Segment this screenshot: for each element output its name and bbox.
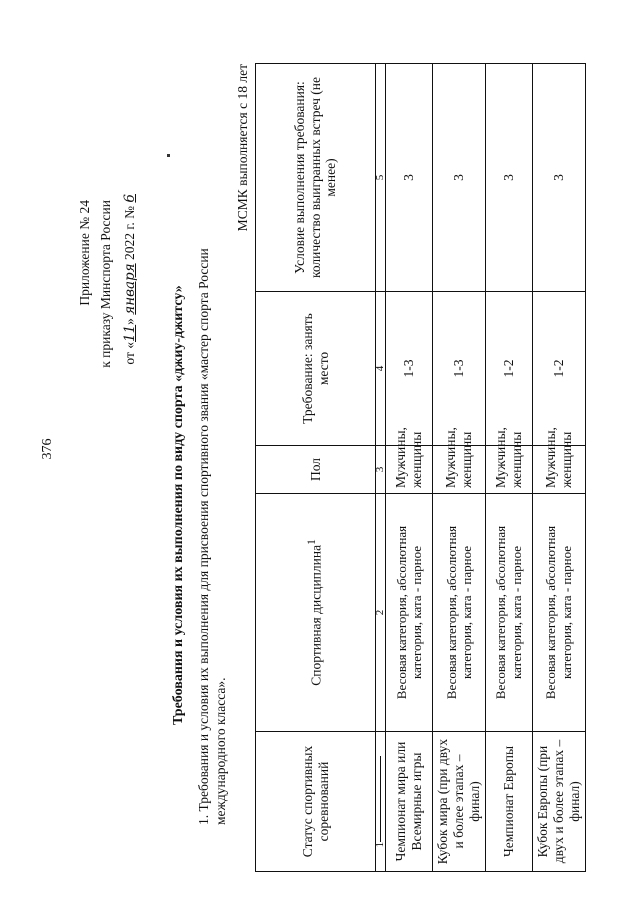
page-number: 376 (40, 438, 55, 460)
date-month: января (122, 263, 138, 315)
header-sex: Пол (256, 446, 376, 494)
scan-speck (167, 154, 170, 157)
document-title: Требования и условия их выполнения по виду спорта «джиу-джитсу» (171, 285, 186, 725)
footnote-mark: 1 (306, 539, 319, 545)
cell-wins: 3 (532, 64, 585, 292)
header-status: Статус спортивных соревнований (256, 732, 376, 872)
intro-paragraph: 1. Требования и условия их выполнения для присвоения спортивного звания «мастер спорта России международного класса». (196, 248, 228, 825)
cell-wins: 3 (386, 64, 433, 292)
date-number: 6 (122, 194, 138, 203)
cell-status: Чемпионат мира или Всемирные игры (386, 732, 433, 872)
appendix-number: Приложение № 24 (77, 200, 92, 306)
cell-status: Кубок Европы (при двух и более этапах – финал) (532, 732, 585, 872)
cell-sex: Мужчины, женщины (386, 446, 433, 494)
cell-status: Чемпионат Европы (485, 732, 532, 872)
table-row (532, 64, 585, 872)
table-row (386, 64, 433, 872)
appendix-date-line (123, 194, 138, 365)
date-prefix: от « (122, 342, 137, 365)
header-row (256, 64, 376, 872)
cell-sex: Мужчины, женщины (532, 446, 585, 494)
cell-sex: Мужчины, женщины (485, 446, 532, 494)
col-number-2: 2 (376, 494, 386, 732)
header-discipline (256, 494, 376, 732)
header-discipline-text: Спортивная дисциплина (308, 544, 324, 686)
appendix-order: к приказу Минспорта России (98, 200, 113, 368)
cell-sex: Мужчины, женщины (433, 446, 486, 494)
cell-place: 1-2 (485, 292, 532, 446)
col-number-3: 3 (376, 446, 386, 494)
requirements-table (255, 63, 586, 872)
cell-discipline: Весовая категория, абсолютная категория, ката - парное (532, 494, 585, 732)
cell-discipline: Весовая категория, абсолютная категория, ката - парное (433, 494, 486, 732)
header-place: Требование: занять место (256, 292, 376, 446)
date-day: 11 (122, 324, 138, 343)
cell-wins: 3 (433, 64, 486, 292)
date-year: 2022 г. № (122, 205, 137, 260)
handwritten-dash (380, 756, 381, 842)
cell-place: 1-3 (433, 292, 486, 446)
table-row (485, 64, 532, 872)
header-wins: Условие выполнения требования: количество выигранных встреч (не менее) (256, 64, 376, 292)
col-number-1 (376, 732, 386, 872)
col-number-4: 4 (376, 292, 386, 446)
msmk-age-note: МСМК выполняется с 18 лет (235, 64, 250, 232)
table-row (433, 64, 486, 872)
cell-status: Кубок мира (при двух и более этапах – финал) (433, 732, 486, 872)
cell-place: 1-2 (532, 292, 585, 446)
cell-discipline: Весовая категория, абсолютная категория, ката - парное (485, 494, 532, 732)
column-number-row (376, 64, 386, 872)
cell-place: 1-3 (386, 292, 433, 446)
cell-wins: 3 (485, 64, 532, 292)
col-number-1-text: 1 (374, 841, 386, 848)
date-mid: » (122, 318, 137, 325)
cell-discipline: Весовая категория, абсолютная категория, ката - парное (386, 494, 433, 732)
col-number-5: 5 (376, 64, 386, 292)
